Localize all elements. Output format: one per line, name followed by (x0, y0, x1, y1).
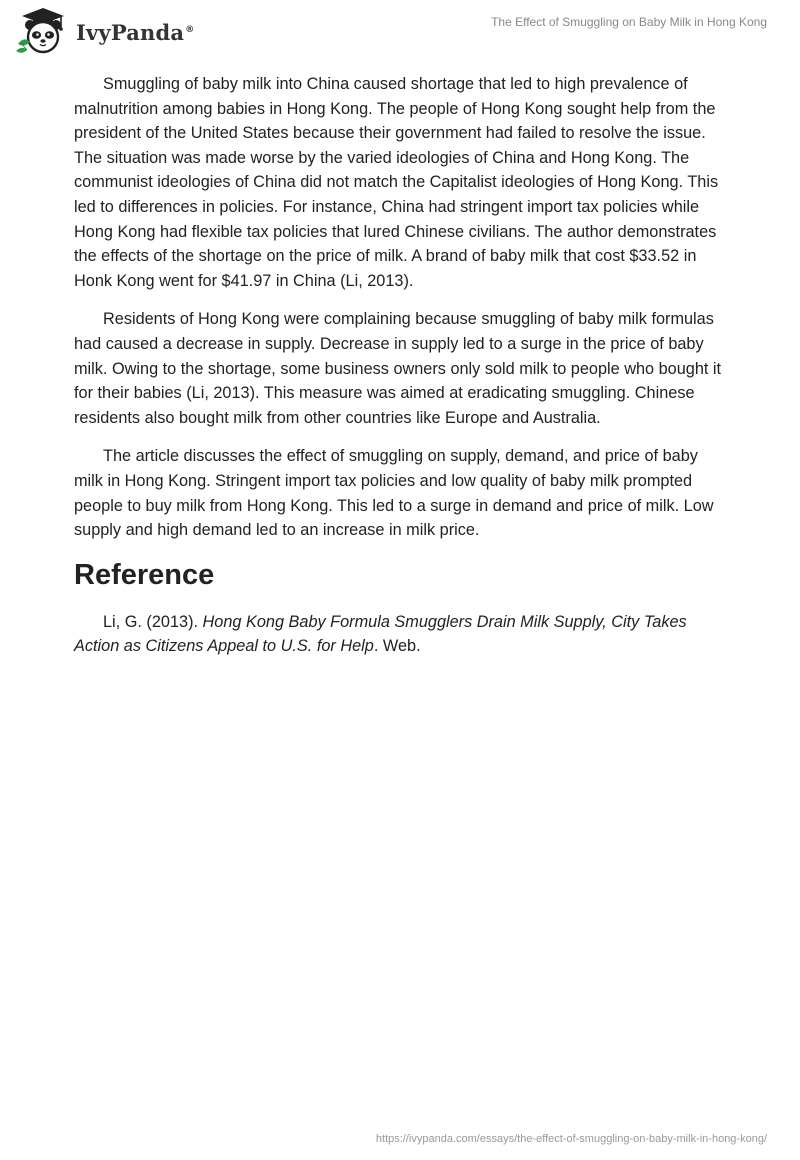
reference-author-year: Li, G. (2013). (103, 612, 203, 631)
ivypanda-logo[interactable] (14, 6, 194, 56)
body-paragraph-3: The article discusses the effect of smuggling on supply, demand, and price of baby milk in Hong Kong. Stringent import tax policies and low quality of baby milk prompted people to buy milk from Hong Kong. This led to a surge in demand and price of milk. Low supply and high demand led to an increase in milk price. (74, 447, 714, 540)
body-paragraph-2: Residents of Hong Kong were complaining because smuggling of baby milk formulas had caused a decrease in supply. Decrease in supply led to a surge in the price of baby milk. Owing to the shortage, some business owners only sold milk to people who bought it for their babies (Li, 2013). This measure was aimed at eradicating smuggling. Chinese residents also bought milk from other countries like Europe and Australia. (74, 310, 722, 427)
reference-entry (74, 610, 730, 659)
footer-url[interactable]: https://ivypanda.com/essays/the-effect-of-smuggling-on-baby-milk-in-hong-kong/ (375, 1133, 767, 1145)
page-header (0, 0, 800, 60)
panda-graduation-cap-icon (14, 6, 72, 56)
brand-name (76, 20, 194, 45)
document-title: The Effect of Smuggling on Baby Milk in Hong Kong (491, 15, 767, 29)
reference-heading: Reference (74, 558, 215, 591)
brand-name-text: IvyPanda (76, 19, 185, 45)
body-paragraph-1: Smuggling of baby milk into China caused shortage that led to high prevalence of malnutrition among babies in Hong Kong. The people of Hong Kong sought help from the president of the United States because their government had failed to resolve the issue. The situation was made worse by the varied ideologies of China and Hong Kong. The communist ideologies of China did not match the Capitalist ideologies of Hong Kong. This led to differences in policies. For instance, China had stringent import tax policies while Hong Kong had flexible tax policies that lured Chinese civilians. The author demonstrates the effects of the shortage on the price of milk. A brand of baby milk that cost $33.52 in Honk Kong went for $41.97 in China (Li, 2013). (74, 75, 719, 290)
essay-content (74, 72, 730, 659)
reference-suffix: . Web. (373, 637, 421, 656)
reference-title: Hong Kong Baby Formula Smugglers Drain Milk Supply, City Takes Action as Citizens Appeal to U.S. for Help (74, 612, 687, 656)
registered-mark: ® (185, 24, 195, 35)
